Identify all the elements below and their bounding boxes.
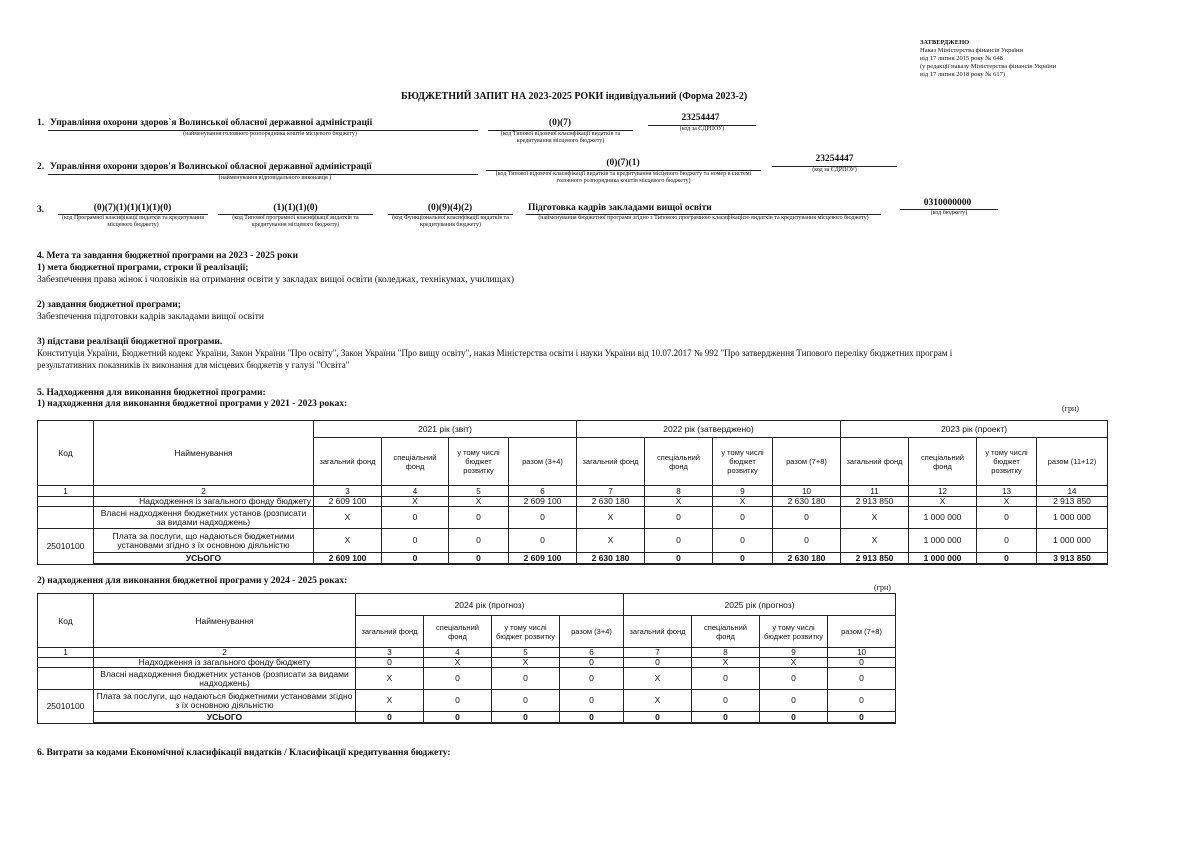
- section-2-name-caption: (найменування відповідального виконавця ): [218, 175, 332, 181]
- section-5-title: 5. Надходження для виконання бюджетної програми:: [37, 388, 266, 398]
- cell: 0: [492, 668, 560, 690]
- header-special-fund: спеціальний фонд: [909, 438, 977, 486]
- cell: 2 630 180: [577, 497, 645, 507]
- row-code: [38, 507, 94, 529]
- header-general-fund: загальний фонд: [841, 438, 909, 486]
- col-number: 1: [38, 486, 94, 497]
- header-sum: разом (3+4): [560, 616, 624, 648]
- col-number: 9: [713, 486, 773, 497]
- functional-code: (0)(9)(4)(2): [427, 203, 473, 213]
- typical-program-code: (1)(1)(1)(0): [273, 203, 318, 213]
- receipts-table-2021-2023: [37, 420, 1108, 565]
- col-number: 1: [38, 648, 94, 658]
- cell: 0: [828, 712, 896, 724]
- header-general-fund: загальний фонд: [624, 616, 692, 648]
- table-row: [38, 658, 896, 668]
- cell: 0: [713, 507, 773, 529]
- row-code: 25010100: [38, 690, 94, 724]
- cell: X: [713, 497, 773, 507]
- cell: X: [977, 497, 1037, 507]
- section-3-number: 3.: [37, 205, 45, 215]
- receipts-table-2024-2025: [37, 593, 896, 724]
- cell: 2 630 180: [773, 497, 841, 507]
- approval-stamp: [920, 39, 1056, 79]
- cell: 2 609 100: [509, 497, 577, 507]
- header-general-fund: загальний фонд: [356, 616, 424, 648]
- header-dev-budget: у тому числі бюджет розвитку: [492, 616, 560, 648]
- cell: 0: [773, 507, 841, 529]
- cell: 0: [760, 712, 828, 724]
- cell: 0: [492, 712, 560, 724]
- cell: 2 630 180: [577, 553, 645, 565]
- cell: 0: [977, 529, 1037, 553]
- cell: 0: [645, 507, 713, 529]
- approval-line: від 17 липня 2015 року № 648: [920, 55, 1003, 62]
- tasks-title: 2) завдання бюджетної програми;: [37, 300, 181, 310]
- header-year-2024: 2024 рік (прогноз): [356, 594, 624, 616]
- section-5-sub1: 1) надходження для виконання бюджетної програми у 2021 - 2023 роках:: [37, 399, 348, 409]
- row-code: [38, 497, 94, 507]
- cell: 0: [760, 668, 828, 690]
- cell: 2 609 100: [314, 553, 382, 565]
- header-special-fund: спеціальний фонд: [645, 438, 713, 486]
- goal-title: 1) мета бюджетної програми, строки її реалізації;: [37, 263, 249, 273]
- row-name: Власні надходження бюджетних установ (розписати за видами надходжень): [94, 507, 314, 529]
- col-number: 3: [356, 648, 424, 658]
- table-row: [38, 690, 896, 712]
- budget-code-caption: (код бюджету): [930, 210, 968, 216]
- header-sum: разом (7+8): [828, 616, 896, 648]
- cell: 0: [560, 658, 624, 668]
- cell: 1 000 000: [909, 553, 977, 565]
- cell: 0: [424, 690, 492, 712]
- header-special-fund: спеціальний фонд: [382, 438, 449, 486]
- cell: X: [577, 529, 645, 553]
- approval-line: Наказ Міністерства фінансів України: [920, 47, 1023, 54]
- cell: 0: [624, 712, 692, 724]
- cell: 0: [509, 529, 577, 553]
- section-2-edrpou: 23254447: [815, 154, 854, 164]
- section-1-code: (0)(7): [548, 118, 572, 128]
- header-dev-budget: у тому числі бюджет розвитку: [977, 438, 1037, 486]
- cell: 0: [624, 658, 692, 668]
- col-number: 6: [560, 648, 624, 658]
- cell: 0: [356, 712, 424, 724]
- col-number: 2: [94, 648, 356, 658]
- header-name: Найменування: [94, 421, 314, 486]
- unit-label: (грн): [1062, 404, 1079, 413]
- section-1-edrpou: 23254447: [681, 113, 720, 123]
- col-number: 5: [449, 486, 509, 497]
- cell: 0: [828, 658, 896, 668]
- header-name: Найменування: [94, 594, 356, 648]
- cell: 0: [773, 529, 841, 553]
- header-sum: разом (11+12): [1037, 438, 1108, 486]
- cell: 0: [382, 529, 449, 553]
- section-6-title: 6. Витрати за кодами Економічної класифікації видатків / Класифікації кредитування бюджету:: [37, 748, 451, 758]
- cell: 2 609 100: [314, 497, 382, 507]
- section-2-edrpou-caption: (код за ЄДРПОУ): [812, 167, 857, 173]
- section-1-code-caption: (код Типової відомчої класифікації видатків та кредитування місцевого бюджету): [500, 131, 621, 144]
- basis-text: Конституція України, Бюджетний кодекс України, Закон України "Про освіту", Закон України "Про вищу освіту", наказ Міністерства освіти і науки України від 10.07.2017 № 992 "Про затвердження Типового переліку бюджетних програм і: [37, 348, 953, 358]
- cell: 0: [828, 668, 896, 690]
- cell: 1 000 000: [1037, 529, 1108, 553]
- section-2-code: (0)(7)(1): [606, 158, 640, 168]
- functional-code-caption: (код Функціональної класифікації видатків та кредитування бюджету): [392, 215, 509, 228]
- section-1-edrpou-caption: (код за ЄДРПОУ): [679, 126, 725, 132]
- row-name: Власні надходження бюджетних установ (розписати за видами надходжень): [94, 668, 356, 690]
- cell: 0: [509, 507, 577, 529]
- cell: 0: [560, 712, 624, 724]
- col-number: 14: [1037, 486, 1108, 497]
- cell: 1 000 000: [1037, 507, 1108, 529]
- cell: X: [314, 507, 382, 529]
- cell: 0: [645, 553, 713, 565]
- header-year-2023: 2023 рік (проект): [841, 421, 1108, 438]
- col-number: 4: [382, 486, 449, 497]
- cell: 2 913 850: [1037, 497, 1108, 507]
- col-number: 7: [624, 648, 692, 658]
- col-number: 8: [692, 648, 760, 658]
- cell: 0: [449, 507, 509, 529]
- cell: 0: [449, 529, 509, 553]
- cell: 0: [560, 668, 624, 690]
- table-row: [38, 507, 1108, 529]
- cell: X: [624, 668, 692, 690]
- cell: 0: [449, 553, 509, 565]
- cell: 0: [382, 507, 449, 529]
- header-dev-budget: у тому числі бюджет розвитку: [449, 438, 509, 486]
- cell: X: [645, 497, 713, 507]
- cell: 0: [692, 668, 760, 690]
- section-2-name: Управління охорони здоров'я Волинської обласної державної адміністрації: [50, 162, 372, 172]
- cell: 0: [713, 553, 773, 565]
- cell: 0: [828, 690, 896, 712]
- col-number: 10: [773, 486, 841, 497]
- cell: 2 913 850: [841, 497, 909, 507]
- cell: 0: [977, 553, 1037, 565]
- cell: 0: [977, 507, 1037, 529]
- col-number: 2: [94, 486, 314, 497]
- cell: 0: [645, 529, 713, 553]
- row-name: Надходження із загального фонду бюджету: [94, 497, 314, 507]
- col-number: 10: [828, 648, 896, 658]
- col-number: 4: [424, 648, 492, 658]
- cell: 0: [692, 712, 760, 724]
- cell: 3 913 850: [1037, 553, 1108, 565]
- row-name: Надходження із загального фонду бюджету: [94, 658, 356, 668]
- cell: X: [356, 690, 424, 712]
- section-2-code-caption: (код Типової відомчої класифікації видатків та кредитування місцевого бюджету та номер в системі головного розпорядника коштів місцевого бюджету): [495, 171, 752, 184]
- header-special-fund: спеціальний фонд: [692, 616, 760, 648]
- tasks-text: Забезпечення підготовки кадрів закладами вищої освіти: [37, 312, 264, 322]
- header-year-2022: 2022 рік (затверджено): [577, 421, 841, 438]
- header-general-fund: загальний фонд: [314, 438, 382, 486]
- table-row-total: [38, 712, 896, 724]
- col-number: 13: [977, 486, 1037, 497]
- header-special-fund: спеціальний фонд: [424, 616, 492, 648]
- cell: X: [492, 658, 560, 668]
- table-row: [38, 497, 1108, 507]
- goal-text: Забезпечення права жінок і чоловіків на отримання освіти у закладах вищої освіти (коледжах, технікумах, училищах): [37, 275, 514, 285]
- header-general-fund: загальний фонд: [577, 438, 645, 486]
- header-sum: разом (7+8): [773, 438, 841, 486]
- cell: 1 000 000: [909, 507, 977, 529]
- header-dev-budget: у тому числі бюджет розвитку: [713, 438, 773, 486]
- cell: 0: [713, 529, 773, 553]
- cell: 0: [492, 690, 560, 712]
- cell: 0: [692, 690, 760, 712]
- cell: X: [841, 507, 909, 529]
- row-code: 25010100: [38, 529, 94, 565]
- cell: 0: [356, 658, 424, 668]
- col-number: 5: [492, 648, 560, 658]
- section-4-title: 4. Мета та завдання бюджетної програми на 2023 - 2025 роки: [37, 251, 299, 261]
- row-code: [38, 658, 94, 668]
- cell: 0: [560, 690, 624, 712]
- cell: X: [841, 529, 909, 553]
- document-title: БЮДЖЕТНИЙ ЗАПИТ НА 2023-2025 РОКИ індивідуальний (Форма 2023-2): [401, 91, 748, 102]
- basis-title: 3) підстави реалізації бюджетної програми.: [37, 337, 223, 347]
- col-number: 7: [577, 486, 645, 497]
- header-dev-budget: у тому числі бюджет розвитку: [760, 616, 828, 648]
- cell: X: [577, 507, 645, 529]
- cell: 2 609 100: [509, 553, 577, 565]
- col-number: 8: [645, 486, 713, 497]
- section-1-name: Управління охорони здоров`я Волинської обласної державної адміністрації: [50, 118, 373, 128]
- header-year-2021: 2021 рік (звіт): [314, 421, 577, 438]
- budget-code: 0310000000: [923, 198, 972, 208]
- cell: X: [424, 658, 492, 668]
- col-number: 9: [760, 648, 828, 658]
- cell: X: [760, 658, 828, 668]
- col-number: 3: [314, 486, 382, 497]
- program-code: (0)(7)(1)(1)(1)(1)(0): [93, 203, 172, 213]
- approval-line: (у редакції наказу Міністерства фінансів України: [920, 63, 1057, 70]
- section-5-sub2: 2) надходження для виконання бюджетної програми у 2024 - 2025 роках:: [37, 576, 348, 586]
- table-row: [38, 668, 896, 690]
- unit-label: (грн): [874, 583, 891, 592]
- cell: X: [356, 668, 424, 690]
- program-code-caption: (код Програмної класифікації видатків та кредитування місцевого бюджету): [61, 215, 205, 228]
- header-code: Код: [38, 594, 94, 648]
- section-1-number: 1.: [37, 118, 45, 128]
- cell: X: [692, 658, 760, 668]
- basis-text-continued: результативних показників їх виконання для місцевих бюджетів у галузі "Освіта": [37, 360, 350, 370]
- row-name-total: УСЬОГО: [94, 712, 356, 724]
- typical-program-code-caption: (код Типової програмної класифікації видатків та кредитування місцевого бюджету): [232, 215, 359, 228]
- program-name-caption: (найменування бюджетної програми згідно з Типовою програмною класифікацією видатків та кредитування місцевого бюджету): [538, 215, 869, 221]
- table-row: [38, 529, 1108, 553]
- cell: 2 913 850: [841, 553, 909, 565]
- cell: X: [449, 497, 509, 507]
- table-row-total: [38, 553, 1108, 565]
- header-sum: разом (3+4): [509, 438, 577, 486]
- header-year-2025: 2025 рік (прогноз): [624, 594, 896, 616]
- cell: X: [909, 497, 977, 507]
- row-name-total: УСЬОГО: [94, 553, 314, 565]
- cell: 0: [424, 668, 492, 690]
- header-code: Код: [38, 421, 94, 486]
- cell: X: [314, 529, 382, 553]
- col-number: 12: [909, 486, 977, 497]
- cell: 1 000 000: [909, 529, 977, 553]
- cell: 0: [382, 553, 449, 565]
- section-1-name-caption: (найменування головного розпорядника коштів місцевого бюджету): [183, 131, 357, 137]
- cell: 0: [760, 690, 828, 712]
- approval-line: від 17 липня 2018 року № 617): [920, 71, 1006, 78]
- cell: 2 630 180: [773, 553, 841, 565]
- section-2-number: 2.: [37, 162, 45, 172]
- row-name: Плата за послуги, що надаються бюджетними установами згідно з їх основною діяльністю: [94, 529, 314, 553]
- program-name: Підготовка кадрів закладами вищої освіти: [528, 203, 712, 213]
- col-number: 11: [841, 486, 909, 497]
- row-name: Плата за послуги, що надаються бюджетними установами згідно з їх основною діяльністю: [94, 690, 356, 712]
- approval-title: ЗАТВЕРДЖЕНО: [920, 39, 970, 46]
- col-number: 6: [509, 486, 577, 497]
- cell: 0: [424, 712, 492, 724]
- cell: X: [624, 690, 692, 712]
- cell: X: [382, 497, 449, 507]
- row-code: [38, 668, 94, 690]
